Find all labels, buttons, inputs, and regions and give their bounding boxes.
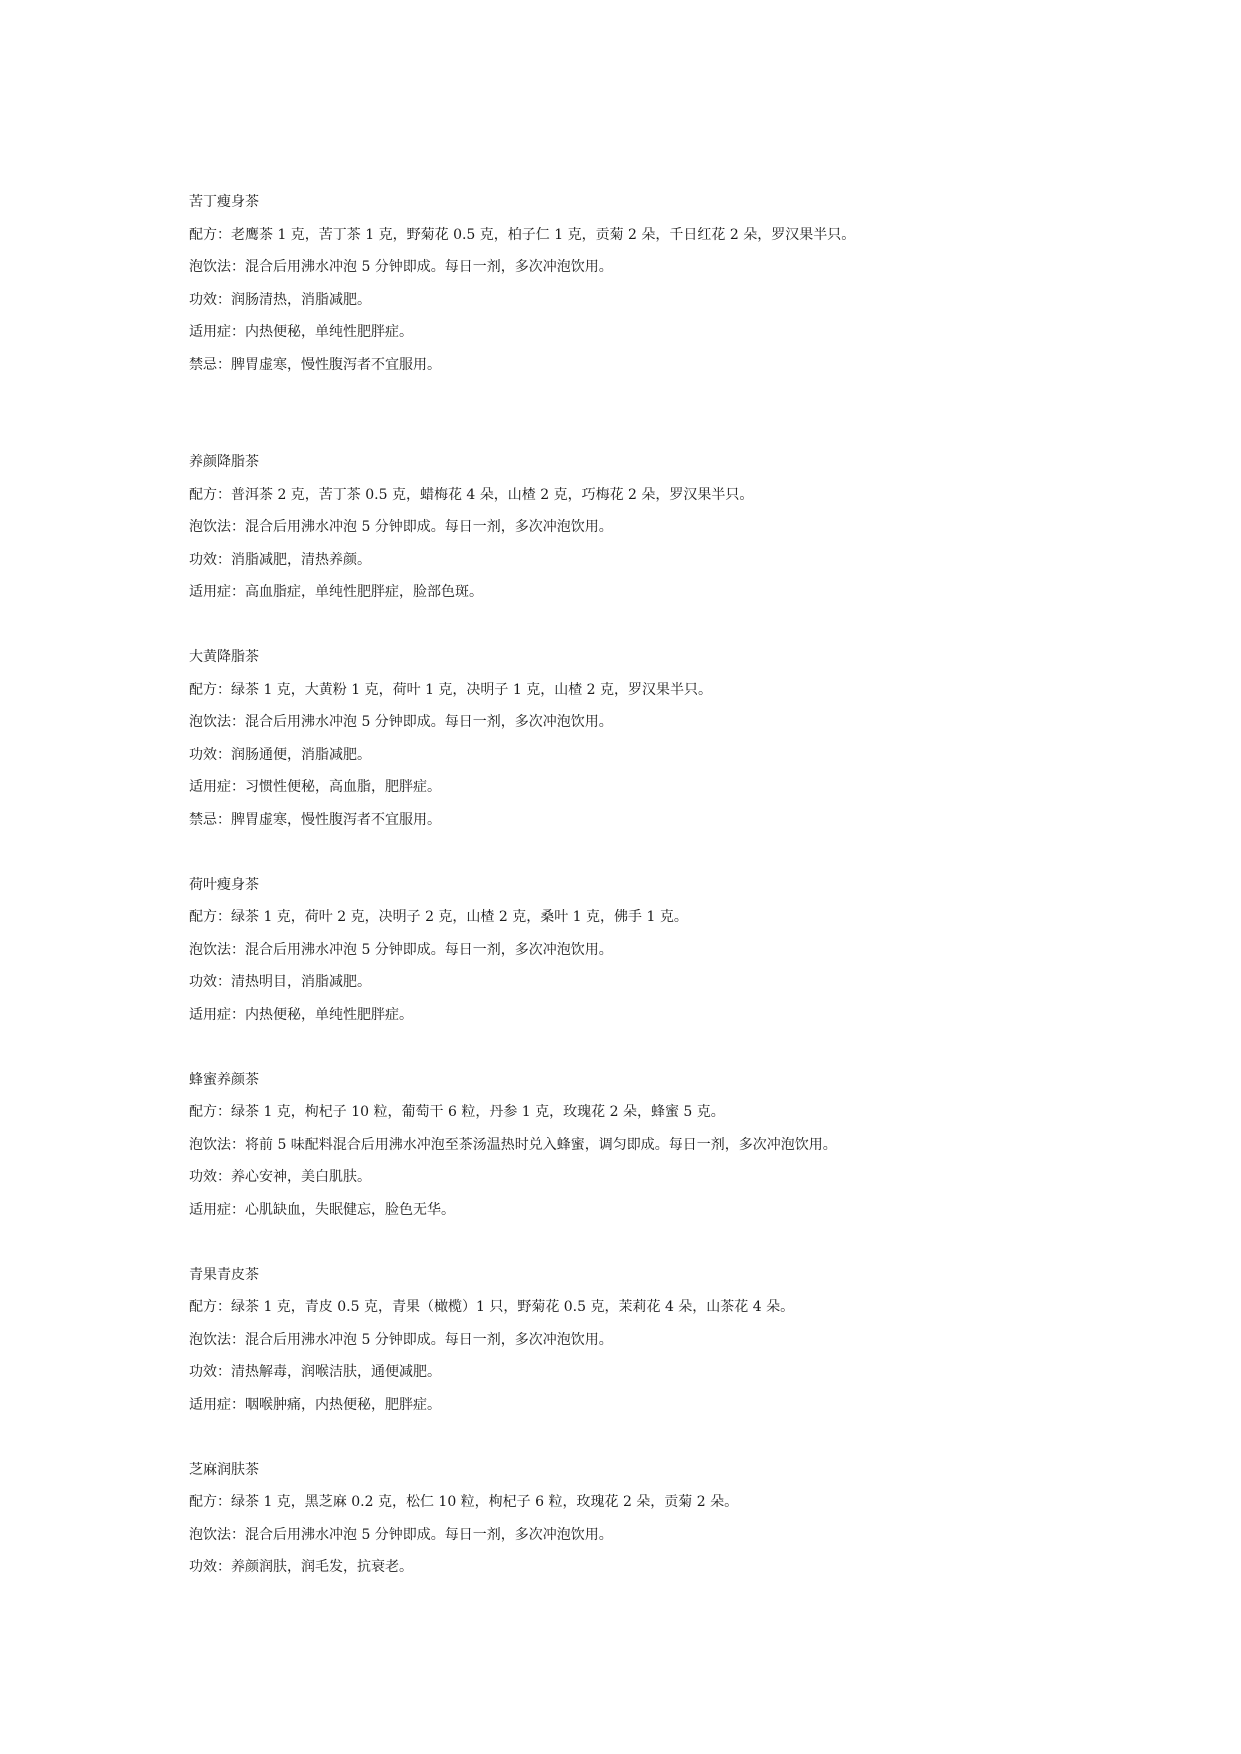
recipe-formula: 配方：普洱茶 2 克，苦丁茶 0.5 克，蜡梅花 4 朵，山楂 2 克，巧梅花 2 朵，罗汉果半只。 xyxy=(189,486,754,503)
recipe-brewing: 泡饮法：混合后用沸水冲泡 5 分钟即成。每日一剂，多次冲泡饮用。 xyxy=(189,714,613,730)
recipe-formula: 配方：绿茶 1 克，荷叶 2 克，决明子 2 克，山楂 2 克，桑叶 1 克，佛手 1 克。 xyxy=(189,909,688,925)
recipe-indication: 适用症：内热便秘，单纯性肥胖症。 xyxy=(189,1006,413,1023)
recipe-lotus-leaf-tea xyxy=(189,869,1169,1032)
recipe-formula: 配方：老鹰茶 1 克，苦丁茶 1 克，野菊花 0.5 克，柏子仁 1 克，贡菊 2 朵，千日红花 2 朵，罗汉果半只。 xyxy=(189,226,856,243)
recipe-brewing: 泡饮法：混合后用沸水冲泡 5 分钟即成。每日一剂，多次冲泡饮用。 xyxy=(189,941,613,958)
section-spacer xyxy=(189,836,1169,869)
recipe-formula: 配方：绿茶 1 克，枸杞子 10 粒，葡萄干 6 粒，丹参 1 克，玫瑰花 2 朵，蜂蜜 5 克。 xyxy=(189,1104,725,1120)
recipe-title: 芝麻润肤茶 xyxy=(189,1461,259,1478)
section-spacer xyxy=(189,1031,1169,1064)
recipe-title: 大黄降脂茶 xyxy=(189,649,259,665)
recipe-effect: 功效：消脂减肥，清热养颜。 xyxy=(189,551,371,568)
recipe-effect: 功效：润肠清热，消脂减肥。 xyxy=(189,291,371,308)
recipe-brewing: 泡饮法：混合后用沸水冲泡 5 分钟即成。每日一剂，多次冲泡饮用。 xyxy=(189,1331,613,1348)
recipe-brewing: 泡饮法：混合后用沸水冲泡 5 分钟即成。每日一剂，多次冲泡饮用。 xyxy=(189,519,613,535)
recipe-formula: 配方：绿茶 1 克，青皮 0.5 克，青果（橄榄）1 只，野菊花 0.5 克，茉莉花 4 朵，山茶花 4 朵。 xyxy=(189,1299,795,1315)
recipe-indication: 适用症：高血脂症，单纯性肥胖症，脸部色斑。 xyxy=(189,584,483,600)
recipe-title: 蜂蜜养颜茶 xyxy=(189,1071,259,1088)
recipe-beauty-lipid-tea xyxy=(189,446,1169,609)
recipe-rhubarb-lipid-tea xyxy=(189,641,1169,836)
recipe-brewing: 泡饮法：混合后用沸水冲泡 5 分钟即成。每日一剂，多次冲泡饮用。 xyxy=(189,259,613,275)
recipe-title: 养颜降脂茶 xyxy=(189,454,259,470)
section-spacer xyxy=(189,1421,1169,1454)
recipe-title: 荷叶瘦身茶 xyxy=(189,876,259,893)
recipe-contraindication: 禁忌：脾胃虚寒，慢性腹泻者不宜服用。 xyxy=(189,356,441,373)
section-spacer xyxy=(189,609,1169,642)
section-spacer xyxy=(189,1226,1169,1259)
recipe-title: 青果青皮茶 xyxy=(189,1266,259,1283)
recipe-indication: 适用症：内热便秘，单纯性肥胖症。 xyxy=(189,324,413,340)
recipe-contraindication: 禁忌：脾胃虚寒，慢性腹泻者不宜服用。 xyxy=(189,811,441,828)
recipe-effect: 功效：养心安神，美白肌肤。 xyxy=(189,1169,371,1185)
recipe-effect: 功效：清热明目，消脂减肥。 xyxy=(189,974,371,990)
recipe-brewing: 泡饮法：将前 5 味配料混合后用沸水冲泡至茶汤温热时兑入蜂蜜，调匀即成。每日一剂，多次冲泡饮用。 xyxy=(189,1136,837,1153)
recipe-brewing: 泡饮法：混合后用沸水冲泡 5 分钟即成。每日一剂，多次冲泡饮用。 xyxy=(189,1526,613,1543)
recipe-olive-peel-tea xyxy=(189,1259,1169,1422)
recipe-honey-beauty-tea xyxy=(189,1064,1169,1227)
recipe-effect: 功效：清热解毒，润喉洁肤，通便减肥。 xyxy=(189,1364,441,1380)
section-spacer xyxy=(189,381,1169,446)
recipe-formula: 配方：绿茶 1 克，大黄粉 1 克，荷叶 1 克，决明子 1 克，山楂 2 克，罗汉果半只。 xyxy=(189,681,713,698)
document-page xyxy=(189,186,1169,1584)
recipe-indication: 适用症：咽喉肿痛，内热便秘，肥胖症。 xyxy=(189,1396,441,1413)
recipe-kuding-slimming-tea xyxy=(189,186,1169,381)
recipe-indication: 适用症：心肌缺血，失眠健忘，脸色无华。 xyxy=(189,1201,455,1218)
recipe-indication: 适用症：习惯性便秘，高血脂，肥胖症。 xyxy=(189,779,441,795)
recipe-title: 苦丁瘦身茶 xyxy=(189,194,259,210)
recipe-effect: 功效：润肠通便，消脂减肥。 xyxy=(189,746,371,763)
recipe-sesame-skin-tea xyxy=(189,1454,1169,1584)
recipe-effect: 功效：养颜润肤，润毛发，抗衰老。 xyxy=(189,1559,413,1575)
recipe-formula: 配方：绿茶 1 克，黑芝麻 0.2 克，松仁 10 粒，枸杞子 6 粒，玫瑰花 2 朵，贡菊 2 朵。 xyxy=(189,1494,739,1510)
